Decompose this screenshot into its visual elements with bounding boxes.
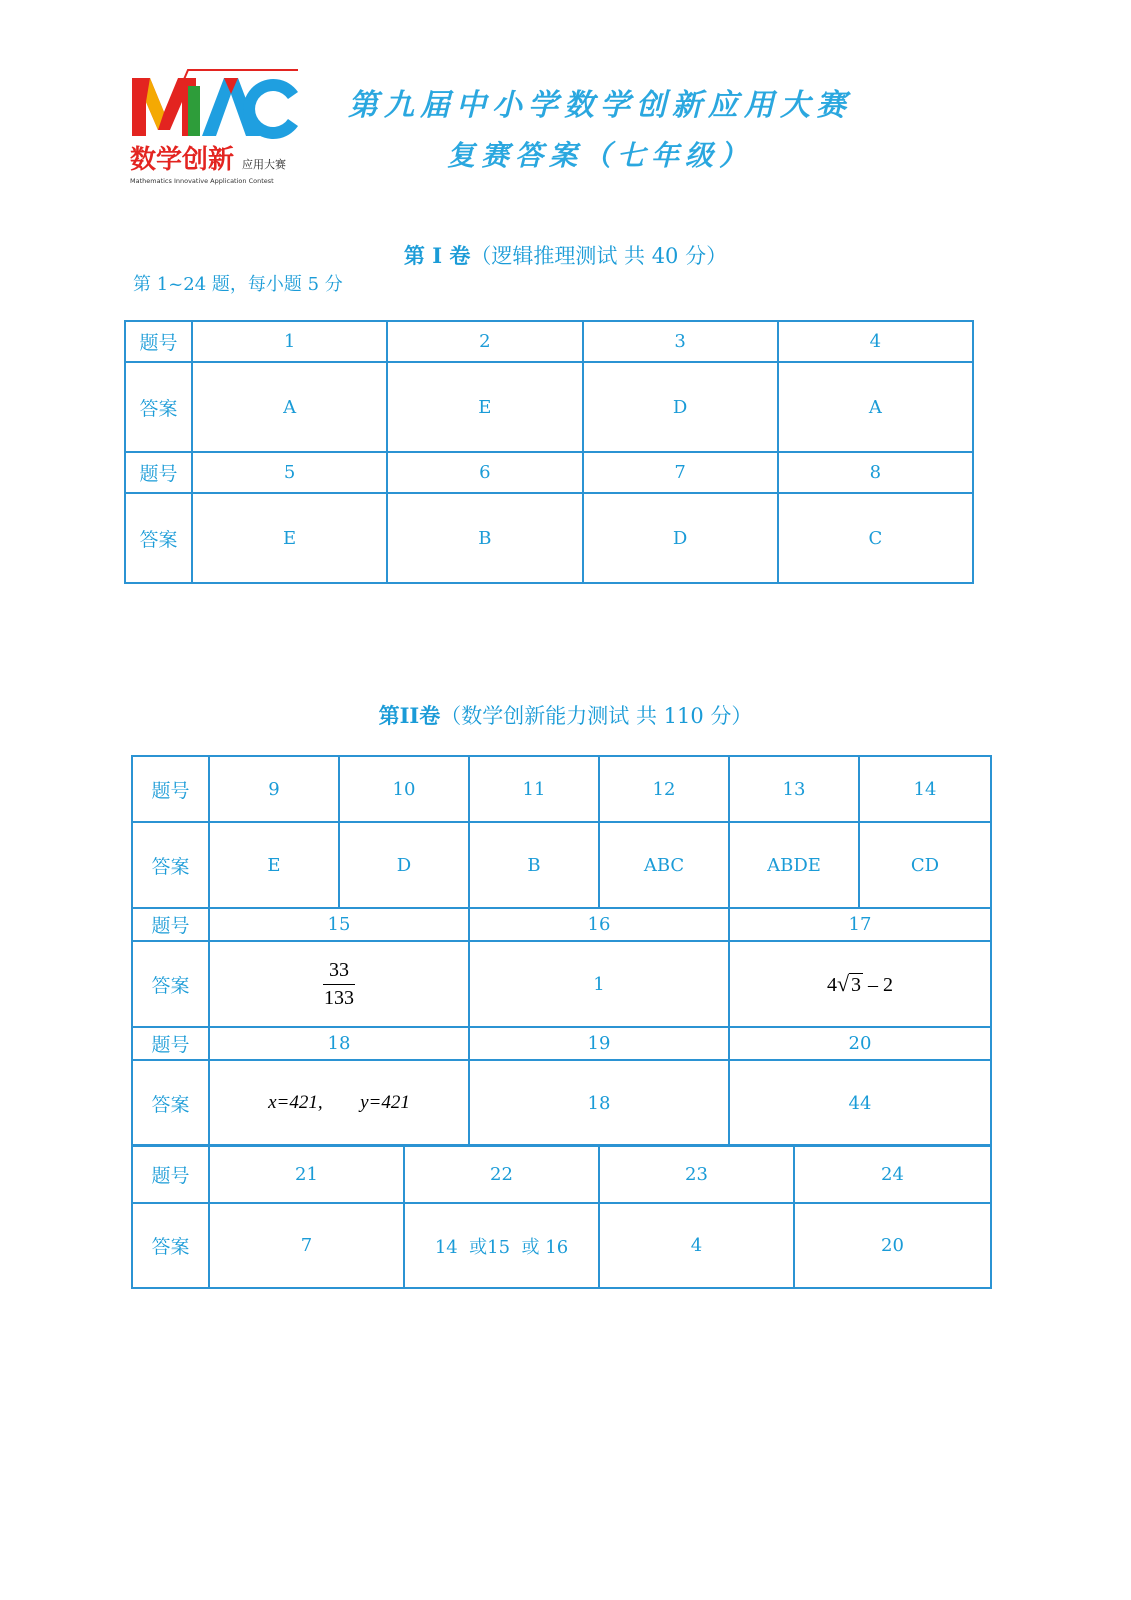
question-number: 16 — [469, 908, 729, 941]
question-label: 题号 — [132, 908, 209, 941]
answer-cell: 1 — [469, 941, 729, 1027]
answer-label: 答案 — [132, 1203, 209, 1288]
question-label: 题号 — [132, 1027, 209, 1060]
answer-table-part3 — [131, 1144, 992, 1289]
fraction-numerator: 33 — [323, 959, 355, 985]
page-title: 第九届中小学数学创新应用大赛 — [348, 88, 852, 123]
miac-logo — [128, 64, 303, 194]
question-number: 10 — [339, 756, 469, 822]
question-number: 21 — [209, 1145, 404, 1203]
answer-cell: 7 — [209, 1203, 404, 1288]
question-number: 14 — [859, 756, 991, 822]
answer-label: 答案 — [132, 822, 209, 908]
answer-cell: E — [192, 493, 387, 583]
table-row — [132, 1203, 991, 1288]
answer-table-part2 — [131, 755, 992, 1147]
answer-cell: ABC — [599, 822, 729, 908]
question-number: 22 — [404, 1145, 599, 1203]
question-label: 题号 — [132, 1145, 209, 1203]
table-row — [132, 941, 991, 1027]
section2-heading-bold: 第II卷 — [378, 703, 441, 728]
question-number: 24 — [794, 1145, 991, 1203]
svg-text:应用大赛: 应用大赛 — [242, 158, 286, 171]
section1-heading — [0, 240, 1131, 270]
answer-cell: 20 — [794, 1203, 991, 1288]
radical-tail: – 2 — [863, 974, 894, 996]
sqrt-icon: √ — [836, 971, 850, 996]
answer-cell: 44 — [729, 1060, 991, 1146]
section2-heading-rest: （数学创新能力测试 共 110 分） — [440, 704, 753, 728]
question-number: 7 — [583, 452, 778, 493]
question-number: 20 — [729, 1027, 991, 1060]
radical-expression — [826, 971, 894, 996]
question-number: 6 — [387, 452, 582, 493]
table-row — [132, 908, 991, 941]
answer-cell: ABDE — [729, 822, 859, 908]
question-number: 11 — [469, 756, 599, 822]
answer-cell: E — [209, 822, 339, 908]
svg-text:数学创新: 数学创新 — [130, 145, 235, 175]
section1-heading-rest: （逻辑推理测试 共 40 分） — [470, 244, 728, 268]
table-row — [132, 1145, 991, 1203]
answer-cell: A — [778, 362, 973, 452]
answer-cell: 14 或15 或 16 — [404, 1203, 599, 1288]
question-number: 8 — [778, 452, 973, 493]
answer-cell: E — [387, 362, 582, 452]
answer-label: 答案 — [125, 362, 192, 452]
answer-cell-equations — [209, 1060, 469, 1146]
table-row — [125, 321, 973, 362]
question-label: 题号 — [125, 452, 192, 493]
question-number: 15 — [209, 908, 469, 941]
question-number: 2 — [387, 321, 582, 362]
question-label: 题号 — [125, 321, 192, 362]
question-number: 17 — [729, 908, 991, 941]
answer-cell: D — [583, 362, 778, 452]
equation-y: y=421 — [360, 1092, 410, 1113]
answer-table-part1 — [124, 320, 974, 584]
question-number: 18 — [209, 1027, 469, 1060]
section1-heading-bold: 第 I 卷 — [403, 243, 471, 268]
answer-label: 答案 — [132, 941, 209, 1027]
answer-label: 答案 — [132, 1060, 209, 1146]
question-number: 5 — [192, 452, 387, 493]
question-number: 4 — [778, 321, 973, 362]
radical-coefficient: 4 — [826, 974, 837, 996]
table-row — [132, 1060, 991, 1146]
answer-cell: 4 — [599, 1203, 794, 1288]
answer-cell: 18 — [469, 1060, 729, 1146]
answer-cell: B — [469, 822, 599, 908]
question-number: 19 — [469, 1027, 729, 1060]
page-subtitle: 复赛答案（七年级） — [446, 139, 753, 172]
fraction-denominator: 133 — [324, 986, 354, 1009]
section2-heading — [0, 700, 1131, 730]
svg-text:Mathematics Innovative Applica: Mathematics Innovative Application Contest — [130, 177, 274, 185]
answer-cell: B — [387, 493, 582, 583]
section1-note: 第 1~24 题，每小题 5 分 — [133, 274, 343, 295]
table-row — [125, 452, 973, 493]
table-row — [125, 362, 973, 452]
answer-cell: CD — [859, 822, 991, 908]
question-number: 1 — [192, 321, 387, 362]
answer-cell-fraction — [209, 941, 469, 1027]
radicand: 3 — [851, 974, 862, 996]
fraction — [323, 959, 355, 1010]
answer-cell: C — [778, 493, 973, 583]
question-number: 12 — [599, 756, 729, 822]
table-row — [125, 493, 973, 583]
question-number: 23 — [599, 1145, 794, 1203]
question-number: 3 — [583, 321, 778, 362]
answer-cell: D — [339, 822, 469, 908]
question-label: 题号 — [132, 756, 209, 822]
answer-cell-radical — [729, 941, 991, 1027]
table-row — [132, 756, 991, 822]
answer-label: 答案 — [125, 493, 192, 583]
question-number: 13 — [729, 756, 859, 822]
table-row — [132, 1027, 991, 1060]
equation-x: x=421, — [268, 1092, 323, 1113]
table-row — [132, 822, 991, 908]
answer-cell: D — [583, 493, 778, 583]
answer-cell: A — [192, 362, 387, 452]
question-number: 9 — [209, 756, 339, 822]
